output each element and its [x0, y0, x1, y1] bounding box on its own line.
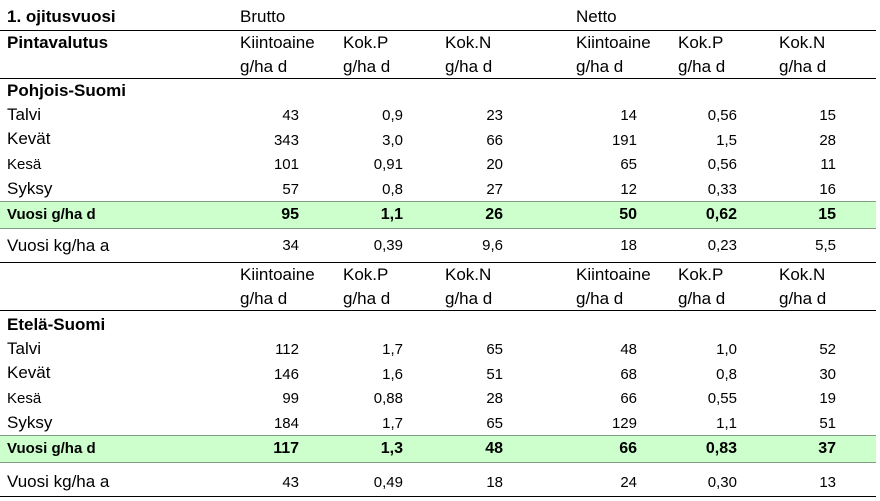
value-cell: 66 [620, 390, 637, 407]
row-label-kevat: Kevät [7, 363, 51, 382]
row-label-annual-d: Vuosi g/ha d [7, 206, 96, 223]
row-label-syksy: Syksy [7, 413, 53, 432]
col-unit: g/ha d [240, 57, 288, 76]
row-label-annual-a: Vuosi kg/ha a [7, 472, 110, 491]
value-cell: 65 [486, 341, 503, 358]
value-cell: 101 [273, 156, 299, 173]
value-cell: 13 [819, 474, 836, 491]
north-bottom-rule [0, 262, 876, 263]
value-cell: 24 [620, 474, 637, 491]
value-cell: 0,9 [382, 107, 403, 124]
value-cell: 3,0 [382, 132, 403, 149]
value-cell: 0,55 [707, 390, 737, 407]
col-header: Kok.N [779, 265, 826, 284]
value-cell: 27 [486, 181, 503, 198]
value-cell: 9,6 [482, 237, 503, 254]
value-cell: 117 [273, 440, 299, 457]
units-rule [0, 78, 876, 79]
col-header: Kok.P [343, 265, 389, 284]
row-label-talvi: Talvi [7, 105, 42, 124]
col-header: Kiintoaine [240, 33, 315, 52]
col-header: Kok.N [445, 33, 492, 52]
value-cell: 1,0 [716, 341, 737, 358]
value-cell: 343 [273, 132, 299, 149]
col-unit: g/ha d [576, 289, 624, 308]
row-label: Pintavalutus [7, 33, 109, 52]
north-title: Pohjois-Suomi [7, 81, 126, 100]
col-unit: g/ha d [343, 57, 391, 76]
row-label-kesa: Kesä [7, 156, 42, 173]
value-cell: 0,83 [705, 440, 737, 457]
value-cell: 0,91 [373, 156, 403, 173]
value-cell: 23 [486, 107, 503, 124]
row-label-kevat: Kevät [7, 129, 51, 148]
value-cell: 1,6 [382, 366, 403, 383]
col-header: Kiintoaine [240, 265, 315, 284]
value-cell: 0,39 [373, 237, 403, 254]
row-label-annual-a: Vuosi kg/ha a [7, 236, 110, 255]
value-cell: 0,23 [707, 237, 737, 254]
value-cell: 0,8 [716, 366, 737, 383]
value-cell: 191 [611, 132, 637, 149]
col-unit: g/ha d [779, 289, 827, 308]
value-cell: 14 [620, 107, 637, 124]
col-header: Kok.P [678, 265, 724, 284]
row-label-syksy: Syksy [7, 179, 53, 198]
value-cell: 12 [620, 181, 637, 198]
value-cell: 16 [819, 181, 836, 198]
value-cell: 65 [620, 156, 637, 173]
value-cell: 0,56 [707, 107, 737, 124]
col-unit: g/ha d [678, 57, 726, 76]
value-cell: 1,7 [382, 415, 403, 432]
value-cell: 19 [819, 390, 836, 407]
value-cell: 1,1 [380, 206, 403, 223]
value-cell: 68 [620, 366, 637, 383]
header-rule [0, 30, 876, 31]
col-unit: g/ha d [240, 289, 288, 308]
value-cell: 28 [486, 390, 503, 407]
value-cell: 51 [819, 415, 836, 432]
south-title: Etelä-Suomi [7, 315, 106, 334]
value-cell: 50 [619, 206, 637, 223]
row-label-annual-d: Vuosi g/ha d [7, 440, 96, 457]
col-unit: g/ha d [576, 57, 624, 76]
value-cell: 48 [485, 440, 503, 457]
value-cell: 43 [282, 107, 299, 124]
value-cell: 66 [619, 440, 637, 457]
value-cell: 18 [486, 474, 503, 491]
year-label: 1. ojitusvuosi [7, 7, 116, 26]
value-cell: 1,7 [382, 341, 403, 358]
col-unit: g/ha d [343, 289, 391, 308]
col-header: Kok.P [343, 33, 389, 52]
value-cell: 146 [273, 366, 299, 383]
value-cell: 1,3 [380, 440, 403, 457]
value-cell: 184 [273, 415, 299, 432]
col-unit: g/ha d [445, 289, 493, 308]
value-cell: 0,88 [373, 390, 403, 407]
value-cell: 5,5 [815, 237, 836, 254]
value-cell: 15 [819, 107, 836, 124]
col-header: Kok.N [779, 33, 826, 52]
col-header: Kok.P [678, 33, 724, 52]
value-cell: 34 [282, 237, 299, 254]
value-cell: 26 [485, 206, 503, 223]
value-cell: 66 [486, 132, 503, 149]
brutto-label: Brutto [240, 7, 286, 26]
value-cell: 52 [819, 341, 836, 358]
netto-label: Netto [576, 7, 617, 26]
col-header: Kiintoaine [576, 265, 651, 284]
value-cell: 1,5 [716, 132, 737, 149]
value-cell: 99 [282, 390, 299, 407]
value-cell: 1,1 [716, 415, 737, 432]
value-cell: 11 [820, 156, 836, 173]
value-cell: 65 [486, 415, 503, 432]
value-cell: 57 [282, 181, 299, 198]
col-header: Kok.N [445, 265, 492, 284]
row-label-talvi: Talvi [7, 339, 42, 358]
value-cell: 95 [281, 206, 299, 223]
table-bottom-rule [0, 496, 876, 497]
value-cell: 0,49 [373, 474, 403, 491]
value-cell: 28 [819, 132, 836, 149]
value-cell: 30 [819, 366, 836, 383]
col-header: Kiintoaine [576, 33, 651, 52]
value-cell: 18 [620, 237, 637, 254]
value-cell: 15 [818, 206, 836, 223]
value-cell: 48 [620, 341, 637, 358]
col-unit: g/ha d [445, 57, 493, 76]
value-cell: 20 [486, 156, 503, 173]
sub-units-rule [0, 310, 876, 311]
value-cell: 0,30 [707, 474, 737, 491]
value-cell: 0,33 [707, 181, 737, 198]
value-cell: 0,62 [705, 206, 737, 223]
value-cell: 0,56 [707, 156, 737, 173]
value-cell: 112 [275, 341, 299, 358]
col-unit: g/ha d [678, 289, 726, 308]
row-label-kesa: Kesä [7, 390, 42, 407]
value-cell: 37 [818, 440, 836, 457]
value-cell: 129 [611, 415, 637, 432]
value-cell: 0,8 [382, 181, 403, 198]
value-cell: 51 [486, 366, 503, 383]
col-unit: g/ha d [779, 57, 827, 76]
value-cell: 43 [282, 474, 299, 491]
